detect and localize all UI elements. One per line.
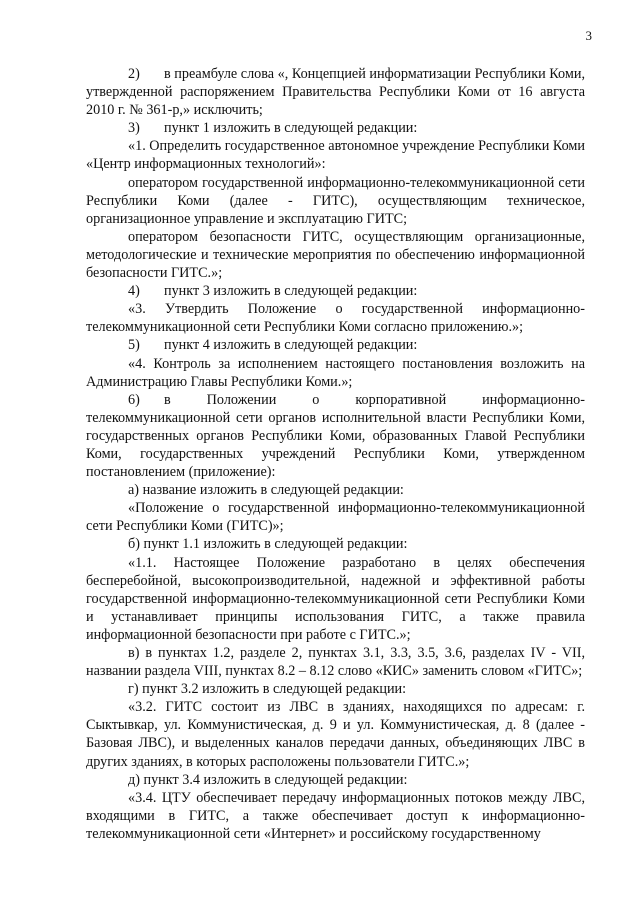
paragraph-text: д) пункт 3.4 изложить в следующей редакции: (128, 771, 408, 788)
page-number: 3 (585, 28, 592, 43)
paragraph (86, 391, 585, 481)
item-number: 6) (128, 391, 140, 408)
paragraph-text: в) в пунктах 1.2, разделе 2, пунктах 3.1, 3.3, 3.5, 3.6, разделах IV - VII, названии раздела VIII, пунктах 8.2 – 8.12 слово «КИС» заменить словом «ГИТС»; (86, 645, 585, 680)
paragraph (86, 65, 585, 119)
paragraph (86, 137, 585, 173)
paragraph (86, 554, 585, 644)
paragraph-text: пункт 1 изложить в следующей редакции: (164, 120, 418, 137)
document-body (86, 65, 585, 843)
item-number: 3) (128, 120, 140, 137)
paragraph (86, 174, 585, 228)
paragraph-text: «3.4. ЦТУ обеспечивает передачу информационных потоков между ЛВС, входящими в ГИТС, а также обеспечивает доступ к информационно-телекоммуникационной сети «Интернет» и российскому государственному (86, 789, 585, 842)
paragraph (86, 282, 585, 300)
paragraph-text: «3. Утвердить Положение о государственной информационно-телекоммуникационной сети Республики Коми согласно приложению.»; (86, 301, 585, 336)
paragraph (86, 300, 585, 336)
paragraph-text: «1.1. Настоящее Положение разработано в целях обеспечения бесперебойной, высокопроизводительной, надежной и эффективной работы государственной информационно-телекоммуникационной сети Республики Коми и устанавливает принципы использования ГИТС, а также правила информационной безопасности при работе с ГИТС.»; (86, 554, 585, 643)
paragraph (86, 644, 585, 680)
paragraph-text: а) название изложить в следующей редакции: (128, 482, 404, 499)
paragraph-text: «Положение о государственной информационно-телекоммуникационной сети Республики Коми (ГИТС)»; (86, 500, 585, 535)
paragraph-text: «1. Определить государственное автономное учреждение Республики Коми «Центр информационных технологий»: (86, 138, 585, 173)
paragraph-text: пункт 4 изложить в следующей редакции: (164, 337, 418, 354)
paragraph (86, 336, 585, 354)
item-number: 5) (128, 337, 140, 354)
paragraph (86, 355, 585, 391)
paragraph (86, 499, 585, 535)
paragraph-text: оператором государственной информационно-телекоммуникационной сети Республики Коми (далее - ГИТС), осуществляющим техническое, организационное управление и эксплуатацию ГИТС; (86, 174, 585, 227)
paragraph (86, 698, 585, 770)
paragraph-text: «3.2. ГИТС состоит из ЛВС в зданиях, находящихся по адресам: г. Сыктывкар, ул. Коммунистическая, д. 9 и ул. Коммунистическая, д. 8 (далее - Базовая ЛВС), и выделенных каналов передачи данных, объединяющих ЛВС в других зданиях, в которых расположены пользователи ГИТС.»; (86, 699, 585, 770)
paragraph-text: в преамбуле слова «, Концепцией информатизации Республики Коми, утвержденной распоряжением Правительства Республики Коми от 16 августа 2010 г. № 361-р,» исключить; (86, 66, 585, 119)
paragraph-text: г) пункт 3.2 изложить в следующей редакции: (128, 681, 407, 698)
paragraph (86, 481, 585, 499)
paragraph-text: оператором безопасности ГИТС, осуществляющим организационные, методологические и технические мероприятия по обеспечению информационной безопасности ГИТС.»; (86, 228, 585, 282)
paragraph-text: в Положении о корпоративной информационно-телекоммуникационной сети органов исполнительной власти Республики Коми, государственных органов Республики Коми, образованных Главой Республики Коми, государственных учреждений Республики Коми, утвержденном постановлением (приложение): (86, 391, 585, 481)
paragraph (86, 789, 585, 843)
paragraph-text: пункт 3 изложить в следующей редакции: (164, 283, 418, 300)
item-number: 4) (128, 283, 140, 300)
paragraph-text: б) пункт 1.1 изложить в следующей редакции: (128, 536, 408, 553)
paragraph (86, 535, 585, 553)
paragraph (86, 680, 585, 698)
paragraph (86, 228, 585, 282)
paragraph (86, 119, 585, 137)
paragraph-text: «4. Контроль за исполнением настоящего постановления возложить на Администрацию Главы Республики Коми.»; (86, 355, 585, 390)
item-number: 2) (128, 66, 140, 82)
paragraph (86, 771, 585, 789)
